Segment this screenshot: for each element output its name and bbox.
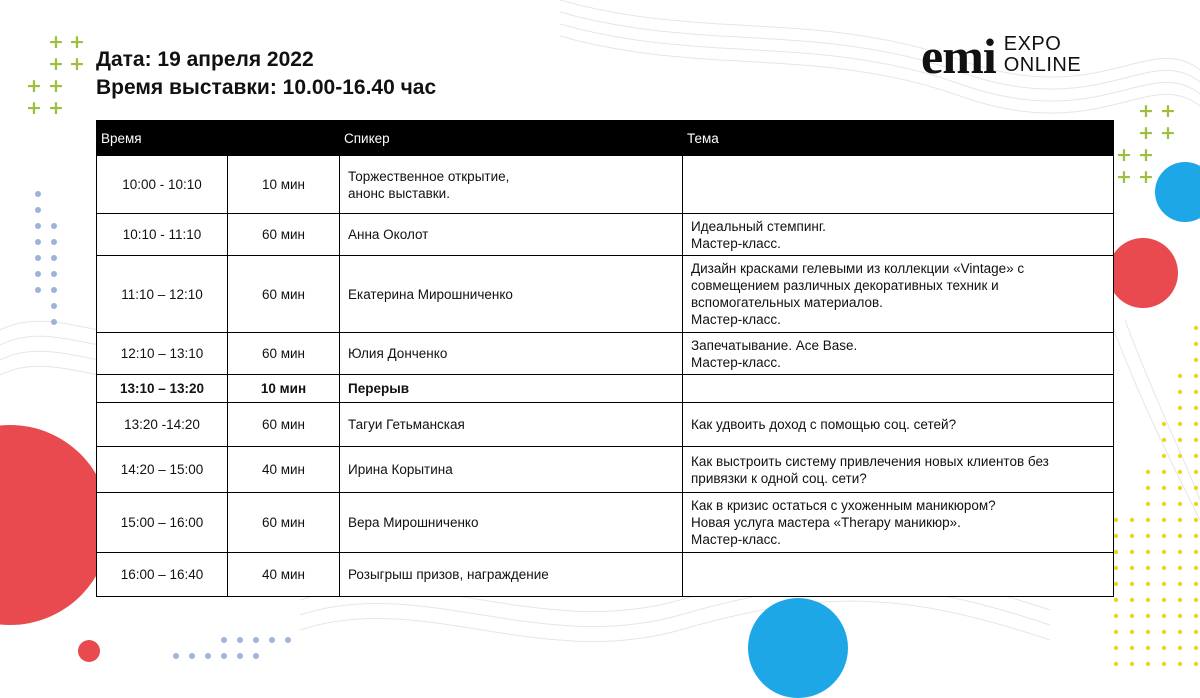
table-row bbox=[97, 375, 1114, 403]
duration-cell: 60 мин bbox=[228, 214, 340, 256]
duration-cell: 40 мин bbox=[228, 447, 340, 493]
column-header-time: Время bbox=[97, 121, 228, 156]
topic-line: Как в кризис остаться с ухоженным маникюром? bbox=[691, 498, 996, 513]
time-cell: 13:10 – 13:20 bbox=[97, 375, 228, 403]
plus-icon: + bbox=[69, 31, 85, 53]
topic-cell bbox=[683, 156, 1114, 214]
topic-cell bbox=[683, 553, 1114, 597]
speaker-line: Ирина Корытина bbox=[348, 462, 453, 477]
duration-cell: 10 мин bbox=[228, 375, 340, 403]
topic-line: Мастер-класс. bbox=[691, 532, 781, 547]
speaker-line: Тагуи Гетьманская bbox=[348, 417, 465, 432]
topic-line: привязки к одной соц. сети? bbox=[691, 470, 867, 486]
topic-line: Мастер-класс. bbox=[691, 235, 781, 251]
table-row bbox=[97, 493, 1114, 553]
yellow-dot-pattern-right bbox=[1110, 322, 1200, 675]
speaker-cell bbox=[340, 553, 683, 597]
duration-cell: 60 мин bbox=[228, 333, 340, 375]
column-header-speaker: Спикер bbox=[340, 121, 683, 156]
event-date: Дата: 19 апреля 2022 bbox=[96, 48, 314, 71]
table-row bbox=[97, 447, 1114, 493]
plus-icon: + bbox=[48, 75, 64, 97]
speaker-line: Анна Околот bbox=[348, 227, 429, 242]
duration-cell: 10 мин bbox=[228, 156, 340, 214]
plus-icon: + bbox=[26, 75, 42, 97]
time-cell: 14:20 – 15:00 bbox=[97, 447, 228, 493]
topic-cell bbox=[683, 214, 1114, 256]
speaker-cell bbox=[340, 447, 683, 493]
speaker-cell bbox=[340, 375, 683, 403]
speaker-line: Розыгрыш призов, награждение bbox=[348, 567, 549, 582]
logo-subtitle bbox=[1004, 34, 1081, 76]
time-cell: 12:10 – 13:10 bbox=[97, 333, 228, 375]
speaker-line: Торжественное открытие, bbox=[348, 168, 510, 184]
emi-expo-online-logo bbox=[921, 28, 1082, 84]
plus-icon: + bbox=[69, 53, 85, 75]
plus-icon: + bbox=[48, 31, 64, 53]
speaker-line: анонс выставки. bbox=[348, 185, 450, 201]
topic-cell bbox=[683, 333, 1114, 375]
table-row bbox=[97, 403, 1114, 447]
topic-line: Мастер-класс. bbox=[691, 354, 781, 370]
red-dot-small bbox=[78, 640, 100, 662]
topic-line: Как выстроить систему привлечения новых клиентов без bbox=[691, 453, 1049, 469]
duration-cell: 60 мин bbox=[228, 493, 340, 553]
speaker-cell bbox=[340, 156, 683, 214]
duration-cell: 40 мин bbox=[228, 553, 340, 597]
column-header-topic: Тема bbox=[683, 121, 1114, 156]
exhibition-hours: Время выставки: 10.00-16.40 час bbox=[96, 76, 437, 99]
plus-icon: + bbox=[48, 53, 64, 75]
table-header-row bbox=[97, 121, 1114, 156]
duration-cell: 60 мин bbox=[228, 256, 340, 333]
plus-icon: + bbox=[1116, 166, 1132, 188]
topic-line: вспомогательных материалов. bbox=[691, 295, 883, 310]
plus-icon: + bbox=[1116, 144, 1132, 166]
duration-cell: 60 мин bbox=[228, 403, 340, 447]
plus-icon: + bbox=[1138, 100, 1154, 122]
schedule-table bbox=[96, 120, 1114, 597]
speaker-line: Вера Мирошниченко bbox=[348, 515, 479, 530]
logo-online: ONLINE bbox=[1003, 54, 1082, 76]
plus-icon: + bbox=[26, 97, 42, 119]
topic-line: Запечатывание. Ace Base. bbox=[691, 337, 858, 353]
plus-icon: + bbox=[1138, 166, 1154, 188]
time-cell: 11:10 – 12:10 bbox=[97, 256, 228, 333]
time-cell: 10:00 - 10:10 bbox=[97, 156, 228, 214]
time-cell: 15:00 – 16:00 bbox=[97, 493, 228, 553]
topic-cell bbox=[683, 375, 1114, 403]
speaker-line: Перерыв bbox=[348, 381, 410, 396]
topic-line: Мастер-класс. bbox=[691, 312, 781, 327]
topic-line: Новая услуга мастера «Therapy маникюр». bbox=[691, 515, 961, 530]
red-circle-right bbox=[1108, 238, 1178, 308]
blue-dot-pattern-bottom bbox=[168, 632, 298, 666]
table-row bbox=[97, 256, 1114, 333]
blue-dot-pattern-left bbox=[28, 188, 68, 338]
topic-cell bbox=[683, 447, 1114, 493]
logo-brand: emi bbox=[921, 28, 996, 84]
time-cell: 10:10 - 11:10 bbox=[97, 214, 228, 256]
topic-cell bbox=[683, 493, 1114, 553]
topic-line: совмещением различных декоративных техник и bbox=[691, 278, 999, 293]
table-row bbox=[97, 156, 1114, 214]
topic-cell bbox=[683, 403, 1114, 447]
plus-icon: + bbox=[1160, 100, 1176, 122]
speaker-cell bbox=[340, 333, 683, 375]
plus-icon: + bbox=[1138, 144, 1154, 166]
blue-circle-bottom bbox=[748, 598, 848, 698]
header bbox=[96, 46, 436, 102]
logo-expo: EXPO bbox=[1003, 33, 1062, 55]
table-row bbox=[97, 333, 1114, 375]
speaker-cell bbox=[340, 493, 683, 553]
topic-line: Дизайн красками гелевыми из коллекции «Vintage» с bbox=[691, 261, 1025, 276]
speaker-cell bbox=[340, 256, 683, 333]
column-header-duration bbox=[228, 121, 340, 156]
speaker-line: Юлия Донченко bbox=[348, 346, 448, 361]
table-row bbox=[97, 214, 1114, 256]
topic-line: Как удвоить доход с помощью соц. сетей? bbox=[691, 417, 957, 432]
speaker-cell bbox=[340, 403, 683, 447]
time-cell: 16:00 – 16:40 bbox=[97, 553, 228, 597]
speaker-line: Екатерина Мирошниченко bbox=[348, 286, 513, 302]
speaker-cell bbox=[340, 214, 683, 256]
topic-line: Идеальный стемпинг. bbox=[691, 218, 826, 234]
topic-cell bbox=[683, 256, 1114, 333]
plus-icon: + bbox=[1160, 122, 1176, 144]
time-cell: 13:20 -14:20 bbox=[97, 403, 228, 447]
plus-icon: + bbox=[48, 97, 64, 119]
plus-icon: + bbox=[1138, 122, 1154, 144]
table-row bbox=[97, 553, 1114, 597]
